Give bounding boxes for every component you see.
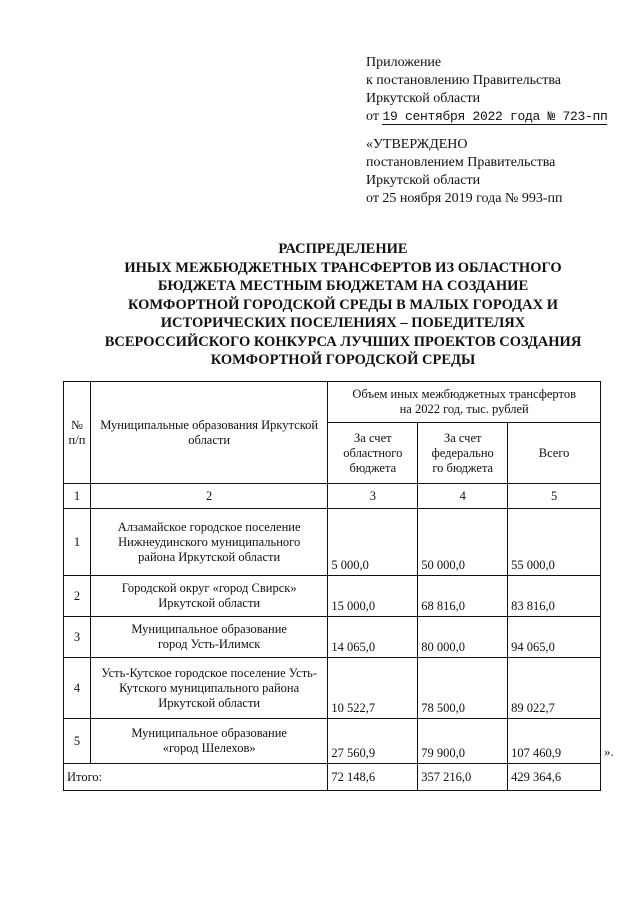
title-line: БЮДЖЕТА МЕСТНЫМ БЮДЖЕТАМ НА СОЗДАНИЕ xyxy=(157,278,529,294)
totals-row xyxy=(64,764,601,791)
column-number: 4 xyxy=(418,484,508,509)
header-number: № п/п xyxy=(64,382,91,484)
total-amount: 89 022,7 xyxy=(508,658,601,719)
table-header-row xyxy=(64,382,601,423)
header-municipality: Муниципальные образования Иркутской области xyxy=(90,382,327,484)
appendix-date-line xyxy=(366,108,607,126)
totals-federal: 357 216,0 xyxy=(418,764,508,791)
totals-total: 429 364,6 xyxy=(508,764,601,791)
row-number: 3 xyxy=(64,617,91,658)
appendix-line: Приложение xyxy=(366,55,442,70)
regional-amount: 15 000,0 xyxy=(328,576,418,617)
total-amount: 83 816,0 xyxy=(508,576,601,617)
column-number: 3 xyxy=(328,484,418,509)
municipality-name: Городской округ «город Свирск» Иркутской области xyxy=(90,576,327,617)
federal-amount: 68 816,0 xyxy=(418,576,508,617)
table-row xyxy=(64,576,601,617)
title-line: ВСЕРОССИЙСКОГО КОНКУРСА ЛУЧШИХ ПРОЕКТОВ СОЗДАНИЯ xyxy=(104,333,582,350)
federal-amount: 80 000,0 xyxy=(418,617,508,658)
column-number: 1 xyxy=(64,484,91,509)
regional-amount: 5 000,0 xyxy=(328,509,418,576)
approved-line: постановлением Правительства xyxy=(366,155,556,170)
table-row xyxy=(64,719,601,764)
column-number-row xyxy=(64,484,601,509)
approved-line: от 25 ноября 2019 года № 993-пп xyxy=(366,191,563,206)
approved-block xyxy=(366,136,563,208)
title-line: КОМФОРТНОЙ ГОРОДСКОЙ СРЕДЫ В МАЛЫХ ГОРОДАХ И xyxy=(128,296,558,313)
header-federal-budget: За счет федерально го бюджета xyxy=(418,423,508,484)
column-number: 2 xyxy=(90,484,327,509)
municipality-name: Алзамайское городское поселение Нижнеудинского муниципального района Иркутской области xyxy=(90,509,327,576)
total-amount: 107 460,9 xyxy=(508,719,601,764)
header-total: Всего xyxy=(508,423,601,484)
totals-regional: 72 148,6 xyxy=(328,764,418,791)
title-line: РАСПРЕДЕЛЕНИЕ xyxy=(278,241,408,257)
row-number: 4 xyxy=(64,658,91,719)
title-line: ИНЫХ МЕЖБЮДЖЕТНЫХ ТРАНСФЕРТОВ ИЗ ОБЛАСТНОГО xyxy=(124,259,562,276)
table-row xyxy=(64,509,601,576)
approved-line: Иркутской области xyxy=(366,173,481,188)
title-line: ИСТОРИЧЕСКИХ ПОСЕЛЕНИЯХ – ПОБЕДИТЕЛЯХ xyxy=(160,315,526,331)
federal-amount: 50 000,0 xyxy=(418,509,508,576)
regional-amount: 14 065,0 xyxy=(328,617,418,658)
appendix-line: Иркутской области xyxy=(366,91,481,106)
appendix-line: к постановлению Правительства xyxy=(366,73,562,88)
date-prefix: от xyxy=(366,109,379,124)
federal-amount: 79 900,0 xyxy=(418,719,508,764)
table-row xyxy=(64,617,601,658)
approved-line: «УТВЕРЖДЕНО xyxy=(366,137,468,152)
appendix-block xyxy=(366,54,607,126)
table-row xyxy=(64,658,601,719)
header-volume: Объем иных межбюджетных трансфертов на 2022 год, тыс. рублей xyxy=(328,382,601,423)
title-line: КОМФОРТНОЙ ГОРОДСКОЙ СРЕДЫ xyxy=(210,352,476,368)
document-title xyxy=(60,240,626,370)
resolution-date-number: 19 сентября 2022 года № 723-пп xyxy=(382,109,608,124)
header-regional-budget: За счет областного бюджета xyxy=(328,423,418,484)
municipality-name: Муниципальное образование «город Шелехов» xyxy=(90,719,327,764)
column-number: 5 xyxy=(508,484,601,509)
totals-label: Итого: xyxy=(64,764,328,791)
municipality-name: Усть-Кутское городское поселение Усть- Кутского муниципального района Иркутской области xyxy=(90,658,327,719)
total-amount: 55 000,0 xyxy=(508,509,601,576)
row-number: 5 xyxy=(64,719,91,764)
distribution-table xyxy=(63,381,601,791)
row-number: 1 xyxy=(64,509,91,576)
regional-amount: 27 560,9 xyxy=(328,719,418,764)
total-amount: 94 065,0 xyxy=(508,617,601,658)
row-number: 2 xyxy=(64,576,91,617)
federal-amount: 78 500,0 xyxy=(418,658,508,719)
municipality-name: Муниципальное образование город Усть-Илимск xyxy=(90,617,327,658)
closing-quote-mark: ». xyxy=(604,744,614,759)
regional-amount: 10 522,7 xyxy=(328,658,418,719)
